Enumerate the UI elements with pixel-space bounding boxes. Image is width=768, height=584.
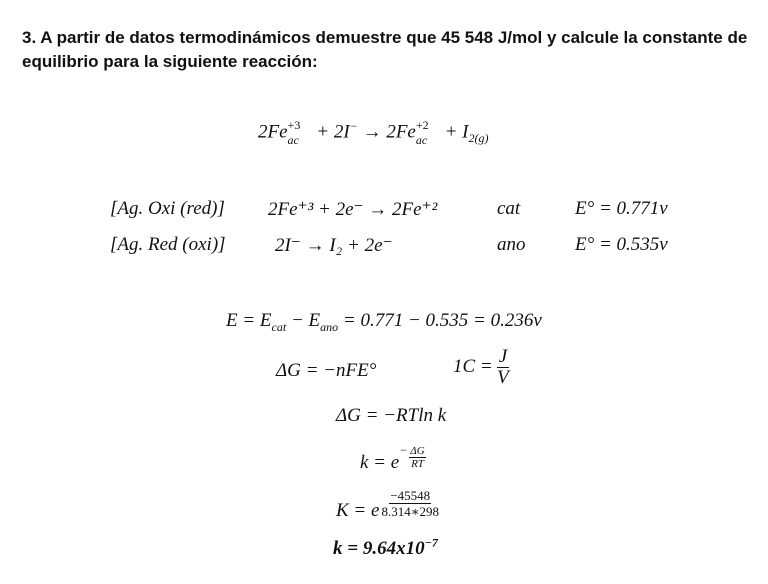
coulomb-fraction [497,347,509,388]
coulomb-lhs: 1C = [453,355,493,377]
half-reaction-type-1: cat [497,198,521,219]
k-exp-sign: − [399,443,408,457]
half-reaction-type-2: ano [497,234,526,255]
K-exp-den: 8.314∗298 [381,504,440,519]
result-value: k = 9.64x10 [333,538,425,559]
half-reaction-potential-2: E° = 0.535v [575,234,668,255]
problem-text: A partir de datos termodinámicos demuestre que 45 548 J/mol y calcule la constante de equilibrio para la siguiente reacción: [22,28,748,71]
fe2-charge: +2 [415,118,429,132]
reaction-iodide: + 2I [311,121,350,143]
fe2-phase: ac [415,133,428,147]
k-exp-num: ΔG [410,445,425,457]
half-reaction-potential-1: E° = 0.771v [575,198,668,219]
e-value: = 0.771 − 0.535 = 0.236v [338,310,542,331]
fe-phase: ac [287,133,299,147]
half-reaction-equation-1: 2Fe⁺³ + 2e⁻ → 2Fe⁺² [268,199,438,220]
delta-g-rtlnk: ΔG = −RTln k [336,405,447,426]
coulomb-den: V [497,367,509,388]
problem-number: 3. [22,28,37,47]
K-lhs: K = e [336,500,380,521]
half-reaction-equation-2: 2I⁻ → I₂ + 2e⁻ [275,235,393,256]
cell-potential-equation [226,310,542,332]
e-cat-sub: cat [271,319,287,334]
e-lhs: E = E [226,310,272,331]
half-reaction-label-1: [Ag. Oxi (red)] [110,198,225,219]
k-exp-fraction [409,445,425,470]
e-minus: − E [286,310,321,331]
reaction-fe-term: 2Fe [258,121,288,143]
fe-charge: +3 [287,118,301,132]
iodine-phase: 2(g) [468,131,489,146]
fe2-sup-sub [416,118,440,148]
k-lhs: k = e [360,452,400,473]
reaction-arrow-fe: → 2Fe [357,121,416,143]
k-exp-den: RT [411,458,424,470]
result-exponent: −7 [424,535,438,550]
problem-heading [22,26,752,74]
iodide-charge: − [349,119,358,134]
coulomb-equation [453,347,509,388]
coulomb-num: J [498,346,508,367]
K-exp-num: −45548 [390,488,431,503]
half-reaction-label-2: [Ag. Red (oxi)] [110,234,226,255]
reaction-iodine: + I [439,121,469,143]
k-numeric [336,488,440,535]
delta-g-nfe: ΔG = −nFE° [276,360,377,381]
main-reaction [258,118,489,148]
fe-sup-sub [288,118,312,148]
e-ano-sub: ano [320,319,339,334]
result [333,535,438,560]
K-exp-fraction [381,488,439,519]
